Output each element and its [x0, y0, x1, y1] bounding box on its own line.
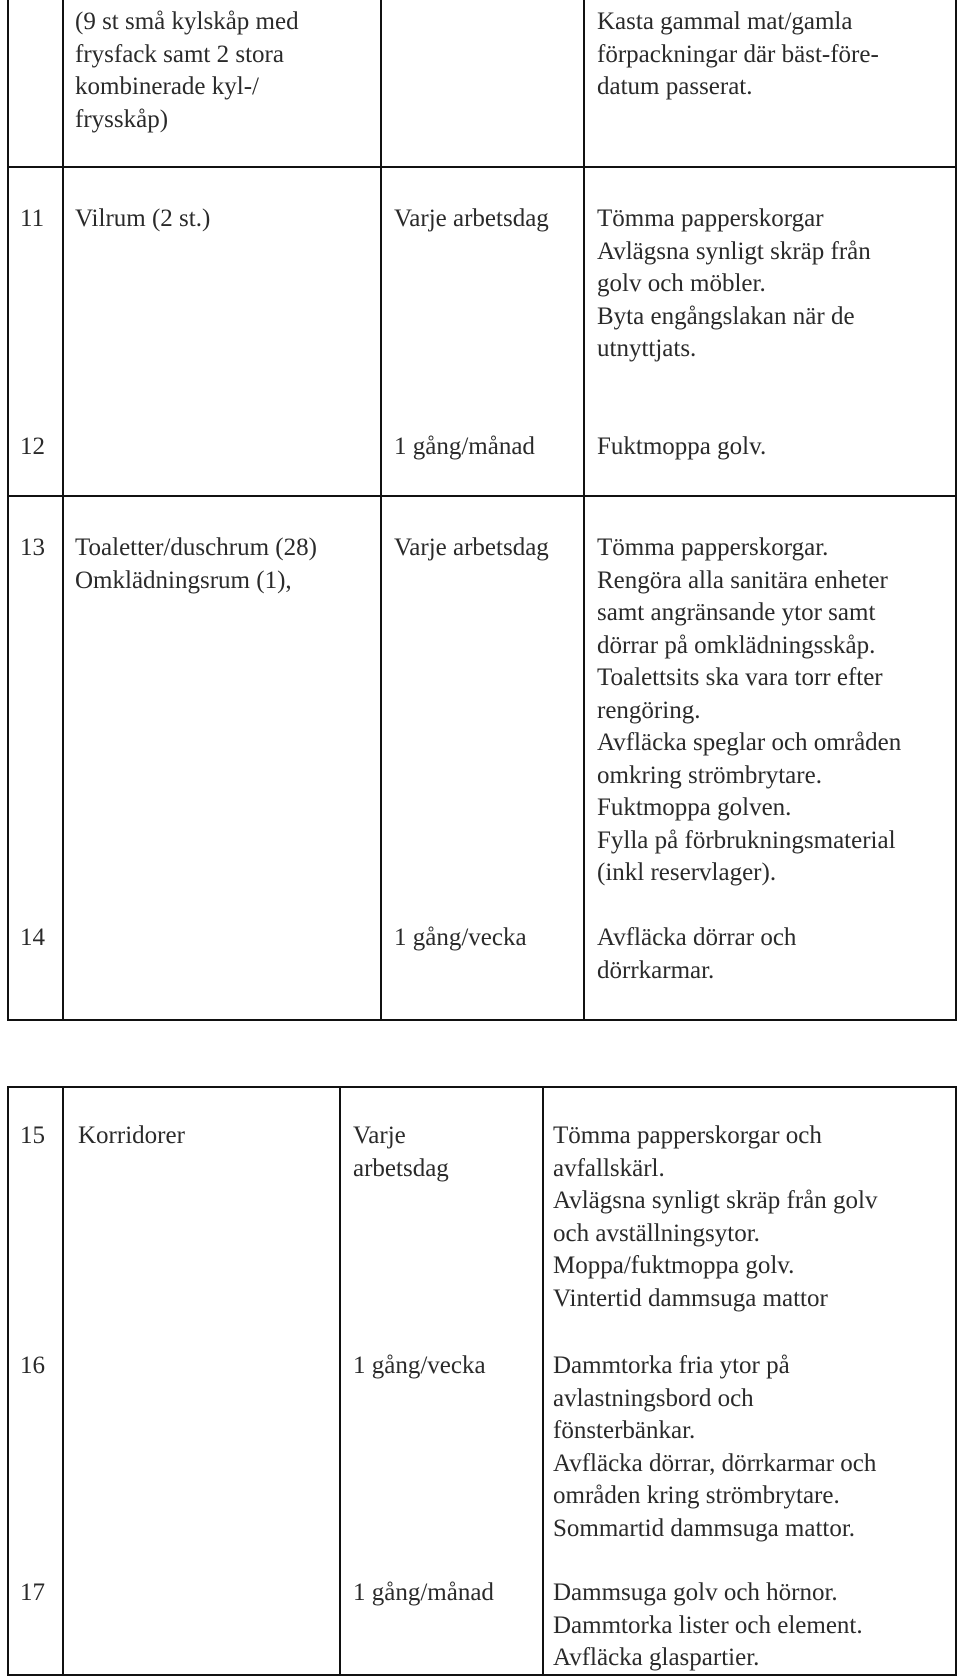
- row-14-frequency: 1 gång/vecka: [394, 924, 527, 951]
- row-11-task: Tömma papperskorgar Avlägsna synligt skräp från golv och möbler. Byta engångslakan när de utnyttjats.: [597, 205, 871, 362]
- row-14-number: 14: [20, 924, 45, 951]
- row-continued-object: (9 st små kylskåp med frysfack samt 2 stora kombinerade kyl-/ frysskåp): [75, 8, 299, 133]
- row-17-task: Dammsuga golv och hörnor. Dammtorka lister och element. Avfläcka glaspartier.: [553, 1579, 863, 1671]
- row-16-frequency: 1 gång/vecka: [353, 1352, 486, 1379]
- column-divider: [62, 0, 64, 1019]
- row-13-number: 13: [20, 534, 45, 561]
- row-12-number: 12: [20, 433, 45, 460]
- row-13-task: Tömma papperskorgar. Rengöra alla sanitära enheter samt angränsande ytor samt dörrar på omklädningsskåp. Toalettsits ska vara torr efter rengöring. Avfläcka speglar och områden omkring strömbrytare. Fuktmoppa golven. Fylla på förbrukningsmaterial (inkl reservlager).: [597, 534, 902, 886]
- column-divider: [542, 1088, 544, 1674]
- row-11-object: Vilrum (2 st.): [75, 205, 211, 232]
- row-17-frequency: 1 gång/månad: [353, 1579, 494, 1606]
- row-16-number: 16: [20, 1352, 45, 1379]
- row-15-object: Korridorer: [78, 1122, 185, 1149]
- row-15-frequency: Varje arbetsdag: [353, 1122, 449, 1182]
- column-divider: [583, 0, 585, 1019]
- row-divider: [9, 166, 955, 168]
- column-divider: [62, 1088, 64, 1674]
- row-12-frequency: 1 gång/månad: [394, 433, 535, 460]
- row-13-object: Toaletter/duschrum (28) Omklädningsrum (1),: [75, 534, 317, 594]
- row-15-number: 15: [20, 1122, 45, 1149]
- row-17-number: 17: [20, 1579, 45, 1606]
- row-divider: [9, 495, 955, 497]
- column-divider: [380, 0, 382, 1019]
- row-11-number: 11: [20, 205, 45, 232]
- row-continued-task: Kasta gammal mat/gamla förpackningar där bäst-före- datum passerat.: [597, 8, 879, 100]
- row-15-task: Tömma papperskorgar och avfallskärl. Avlägsna synligt skräp från golv och avställningsytor. Moppa/fuktmoppa golv. Vintertid dammsuga mattor: [553, 1122, 878, 1312]
- row-12-task: Fuktmoppa golv.: [597, 433, 767, 460]
- row-14-task: Avfläcka dörrar och dörrkarmar.: [597, 924, 797, 984]
- row-13-frequency: Varje arbetsdag: [394, 534, 549, 561]
- row-11-frequency: Varje arbetsdag: [394, 205, 549, 232]
- row-16-task: Dammtorka fria ytor på avlastningsbord och fönsterbänkar. Avfläcka dörrar, dörrkarmar och områden kring strömbrytare. Sommartid dammsuga mattor.: [553, 1352, 877, 1542]
- column-divider: [339, 1088, 341, 1674]
